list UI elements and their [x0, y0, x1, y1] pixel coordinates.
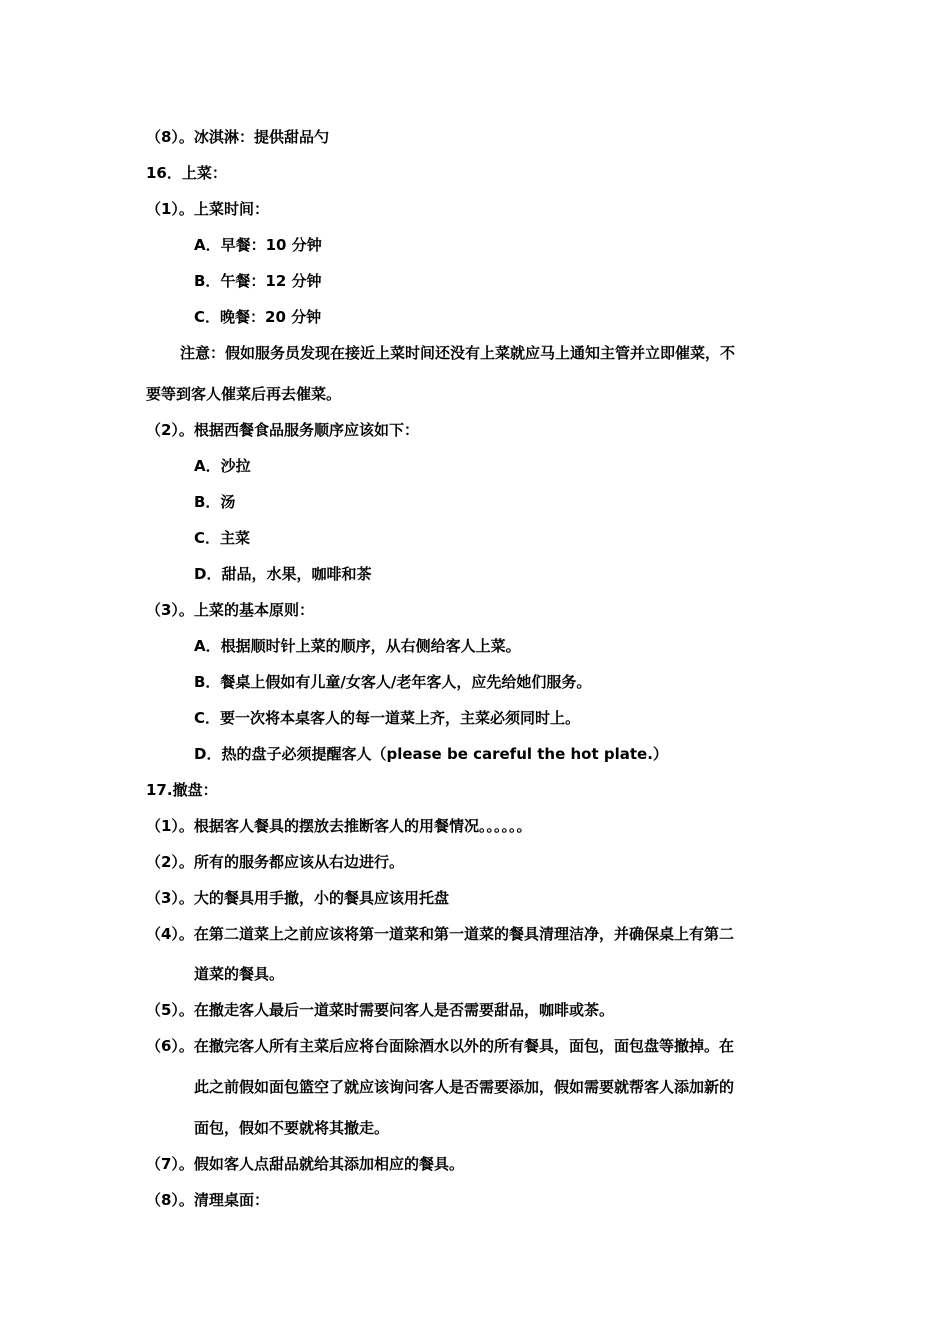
clear-item-6-line-2: 此之前假如面包篮空了就应该询问客人是否需要添加，假如需要就帮客人添加新的	[194, 1078, 735, 1096]
subitem-b-priority: B．餐桌上假如有儿童/女客人/老年客人，应先给她们服务。	[194, 673, 592, 691]
section-17-heading: 17.撤盘：	[146, 781, 218, 799]
item-8-ice-cream: （8）。冰淇淋：提供甜品勺	[146, 128, 329, 146]
subitem-a-salad: A．沙拉	[194, 457, 251, 475]
subitem-a-clockwise: A．根据顺时针上菜的顺序，从右侧给客人上菜。	[194, 637, 521, 655]
clear-item-6-line-1: （6）。在撤完客人所有主菜后应将台面除酒水以外的所有餐具，面包，面包盘等撤掉。在	[146, 1037, 734, 1055]
clear-item-7: （7）。假如客人点甜品就给其添加相应的餐具。	[146, 1155, 464, 1173]
clear-item-8: （8）。清理桌面：	[146, 1191, 269, 1209]
item-1-serving-time: （1）。上菜时间：	[146, 200, 269, 218]
subitem-d-hot-plate: D．热的盘子必须提醒客人（please be careful the hot plate.）	[194, 745, 668, 763]
subitem-d-dessert: D．甜品，水果，咖啡和茶	[194, 565, 372, 583]
item-2-service-order: （2）。根据西餐食品服务顺序应该如下：	[146, 421, 419, 439]
clear-item-5: （5）。在撤走客人最后一道菜时需要问客人是否需要甜品，咖啡或茶。	[146, 1001, 614, 1019]
subitem-c-all-at-once: C．要一次将本桌客人的每一道菜上齐，主菜必须同时上。	[194, 709, 581, 727]
clear-item-3: （3）。大的餐具用手撤，小的餐具应该用托盘	[146, 889, 449, 907]
note-line-2: 要等到客人催菜后再去催菜。	[146, 385, 342, 403]
subitem-c-main-course: C．主菜	[194, 529, 251, 547]
item-3-basic-principles: （3）。上菜的基本原则：	[146, 601, 314, 619]
subitem-b-soup: B．汤	[194, 493, 236, 511]
clear-item-2: （2）。所有的服务都应该从右边进行。	[146, 853, 404, 871]
clear-item-1: （1）。根据客人餐具的摆放去推断客人的用餐情况。。。。。。	[146, 817, 532, 835]
clear-item-6-line-3: 面包，假如不要就将其撤走。	[194, 1119, 390, 1137]
subitem-c-dinner: C．晚餐：20 分钟	[194, 308, 322, 326]
subitem-a-breakfast: A．早餐：10 分钟	[194, 236, 322, 254]
section-16-heading: 16．上菜：	[146, 164, 227, 182]
subitem-b-lunch: B．午餐：12 分钟	[194, 272, 322, 290]
note-line-1: 注意：假如服务员发现在接近上菜时间还没有上菜就应马上通知主管并立即催菜，不	[180, 344, 736, 362]
clear-item-4-line-2: 道菜的餐具。	[194, 965, 285, 983]
clear-item-4-line-1: （4）。在第二道菜上之前应该将第一道菜和第一道菜的餐具清理洁净，并确保桌上有第二	[146, 925, 734, 943]
